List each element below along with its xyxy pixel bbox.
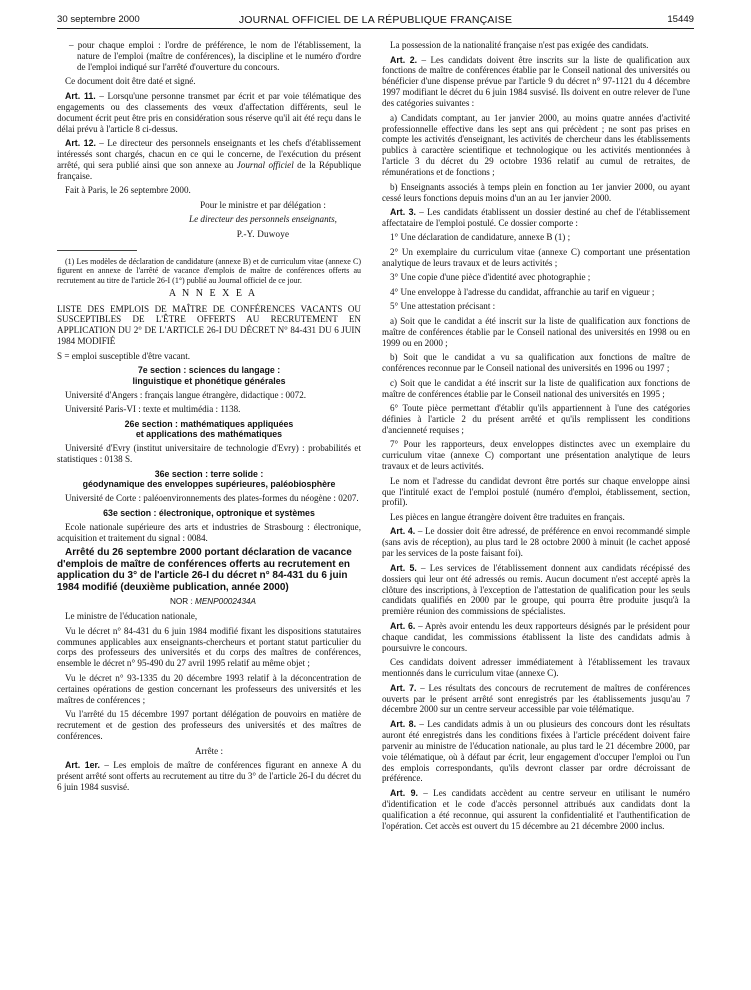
article-label: Art. 1er. [65, 760, 100, 770]
header-rule [57, 28, 694, 29]
section-heading-line: linguistique et phonétique générales [132, 375, 286, 386]
article-3-item-5: 5° Une attestation précisant : [390, 301, 496, 312]
article-text: – Les candidats accèdent au centre serveur en utilisant le numéro d'identification et le code d'accès personnel attribués aux candidats dont la qualification a été reconnue, qui assurent la confidentialité et l'authentification de l'opération. Cet accès est ouvert du 15 décembre au 21 décembre 2000 inclus. [382, 787, 690, 831]
article-text: – Après avoir entendu les deux rapporteurs désignés par le président pour chaque candidat, les commissions établissent la liste des candidats admis à poursuivre le concours. [382, 620, 690, 653]
article-text: – Les candidats admis à un ou plusieurs des concours dont les résultats auront été enregistrés dans les conditions fixées à l'article précédent doivent faire parvenir au ministre de l'éducation nationale, au plus tard le 21 décembre 2000, par voie télématique, où à défaut par écrit, leur engagement d'occuper l'emploi ou l'un des emplois correspondants, qu'ils devront classer par ordre décroissant de préférence. [382, 718, 690, 784]
right-column [382, 40, 690, 835]
header-page-number: 15449 [667, 14, 694, 25]
section-7-entry: Université Paris-VI : texte et multimédia : 1138. [65, 404, 241, 415]
vu-3: Vu l'arrêté du 15 décembre 1997 portant délégation de pouvoirs en matière de recrutement et de gestion des professeurs des universités et des maîtres de conférences. [57, 709, 361, 741]
nor-code: MENP0002434A [195, 596, 257, 606]
article-12 [57, 138, 361, 182]
article-text: – Les emplois de maître de conférences figurant en annexe A du présent arrêté sont offerts au recrutement au titre du 3° de l'article 26-I du décret du 6 juin 1984 susvisé. [57, 760, 361, 792]
article-2-a: a) Candidats comptant, au 1er janvier 2000, au moins quatre années d'activité professionnelle effective dans les sept ans qui précèdent ; ne sont pas prises en compte les activités d'enseignant, les activités de chercheur dans les établissements publics à caractère scientifique et technologique ou les activités mentionnées à l'article 3 du décret du 29 octobre 1936 relatif au cumul de retraites, de rémunérations et de fonctions ; [382, 112, 690, 178]
section-36-entry: Université de Corte : paléoenvironnements des plates-formes du néogène : 0207. [65, 493, 359, 504]
article-text: – Les services de l'établissement donnent aux candidats récépissé des dossiers qui leur ont été adressés ou remis. Aucun document n'est accepté après la clôture des inscriptions, à l'exception de l'attestation de qualification pour les seuls candidats qualifiés en 2000 par le groupe, qui pourra être produite jusqu'à la première réunion des commissions de spécialistes. [382, 562, 690, 617]
article-3-item-2: 2° Un exemplaire du curriculum vitae (annexe C) comportant une présentation analytique de leurs travaux et de leurs activités ; [382, 246, 690, 268]
article-label: Art. 9. [390, 787, 418, 798]
signature-name: P.-Y. Duwoye [236, 228, 290, 239]
section-heading-line: 36e section : terre solide : [154, 468, 264, 479]
article-label: Art. 11. [65, 90, 96, 101]
section-26-heading [57, 419, 361, 440]
annexe-title: A N N E X E A [168, 288, 258, 300]
footnote-rule [57, 250, 137, 251]
journal-officiel-ref: Journal officiel [236, 159, 294, 170]
vu-2: Vu le décret n° 93-1335 du 20 décembre 1993 relatif à la déconcentration de certaines opérations de gestion concernant les professeurs des universités et les maîtres de conférences ; [57, 672, 361, 705]
signature-line-2: Le directeur des personnels enseignants, [189, 214, 337, 225]
section-63-entry: Ecole nationale supérieure des arts et industries de Strasbourg : électronique, acquisition et traitement du signal : 0084. [57, 522, 361, 543]
header-journal-title: JOURNAL OFFICIEL DE LA RÉPUBLIQUE FRANÇAISE [238, 14, 513, 26]
intro-item: – pour chaque emploi : l'ordre de préférence, le nom de l'établissement, la nature de l'emploi (maître de conférences), la discipline et le numéro d'ordre de l'emploi indiqué sur l'arrêté d'ouverture du concours. [69, 40, 361, 72]
article-3-item-7: 7° Pour les rapporteurs, deux enveloppes distinctes avec un exemplaire du curriculum vitae (annexe C) comportant une présentation analytique de leurs travaux et de leurs activités. [382, 439, 690, 472]
article-3-item-5a: a) Soit que le candidat a été inscrit sur la liste de qualification aux fonctions de maître de conférences établie par le Conseil national des universités en 1998 ou en 1999 ou en 2000 ; [382, 315, 690, 348]
arrete-title: Arrêté du 26 septembre 2000 portant déclaration de vacance d'emplois de maître de conférences offerts au recrutement en application du 3° de l'article 26-I du décret n° 84-431 du 6 juin 1984 modifié (deuxième publication, année 2000) [57, 547, 352, 593]
article-3-item-5b: b) Soit que le candidat a vu sa qualification aux fonctions de maître de conférences reconnue par le Conseil national des universités en 1996 ou 1997 ; [382, 352, 690, 374]
article-6 [382, 621, 690, 654]
left-column [57, 40, 361, 796]
article-label: Art. 3. [390, 207, 416, 218]
vu-1: Vu le décret n° 84-431 du 6 juin 1984 modifié fixant les dispositions statutaires communes applicables aux enseignants-chercheurs et portant statut particulier du corps des professeurs des universités et du corps des maîtres de conférences, ensemble le décret n° 95-490 du 27 avril 1995 relatif au même objet ; [57, 625, 361, 669]
article-label: Art. 12. [65, 138, 96, 149]
s-note: S = emploi susceptible d'être vacant. [57, 350, 191, 361]
article-label: Art. 7. [390, 682, 417, 693]
nationality-note: La possession de la nationalité française n'est pas exigée des candidats. [390, 40, 649, 50]
article-7 [382, 683, 690, 716]
article-label: Art. 5. [390, 562, 417, 573]
section-26-entry: Université d'Evry (institut universitaire de technologie d'Evry) : probabilités et statistiques : 0138 S. [57, 443, 361, 465]
section-heading-line: 7e section : sciences du langage : [137, 365, 281, 376]
article-text: – Le dossier doit être adressé, de préférence en envoi recommandé simple (sans avis de réception), au plus tard le 28 octobre 2000 à minuit (le cachet apposé par les services de la poste faisant foi). [382, 526, 690, 559]
article-3 [382, 207, 690, 229]
article-label: Art. 8. [390, 718, 417, 729]
article-8 [382, 719, 690, 784]
article-2 [382, 55, 690, 110]
article-text: de la République française. [57, 159, 361, 181]
signature-line-1: Pour le ministre et par délégation : [200, 199, 326, 210]
nor-reference [57, 597, 361, 608]
nor-label: NOR : [169, 596, 196, 606]
article-text: – Les résultats des concours de recrutement de maîtres de conférences ouverts par le présent arrêté sont enregistrés par les établissements jusqu'au 7 décembre 2000 sur un centre serveur accessible par voie télématique. [382, 682, 691, 715]
article-6-b: Ces candidats doivent adresser immédiatement à l'établissement les travaux mentionnés dans le curriculum vitae (annexe C). [382, 657, 690, 679]
article-3-item-3: 3° Une copie d'une pièce d'identité avec photographie ; [390, 272, 591, 283]
header-date: 30 septembre 2000 [57, 14, 140, 25]
article-4 [382, 526, 690, 559]
section-36-heading [57, 469, 361, 490]
article-3-language-note: Les pièces en langue étrangère doivent être traduites en français. [390, 511, 625, 522]
section-heading-line: 26e section : mathématiques appliquées [124, 418, 294, 429]
minister-line: Le ministre de l'éducation nationale, [65, 611, 198, 622]
dated-signed: Ce document doit être daté et signé. [65, 76, 196, 87]
arrete-label: Arrête : [194, 745, 224, 756]
article-label: Art. 6. [390, 620, 416, 631]
article-3-item-5c: c) Soit que le candidat a été inscrit sur la liste de qualification aux fonctions de maître de conférences établie par le Conseil national des universités en 1995 ; [382, 377, 690, 399]
section-heading-line: et applications des mathématiques [135, 429, 283, 440]
article-9 [382, 788, 690, 832]
section-63-heading: 63e section : électronique, optronique et systèmes [103, 507, 315, 518]
article-3-item-1: 1° Une déclaration de candidature, annexe B (1) ; [390, 232, 571, 243]
article-2-b: b) Enseignants associés à temps plein en fonction au 1er janvier 2000, ou ayant cessé leurs fonctions depuis moins d'un an au 1er janvier 2000. [382, 181, 690, 203]
article-5 [382, 563, 690, 618]
section-heading-line: géodynamique des enveloppes supérieures, paléobiosphère [82, 479, 336, 490]
article-text: – Les candidats établissent un dossier destiné au chef de l'établissement affectataire de l'emploi postulé. Ce dossier comporte : [382, 207, 690, 228]
footnote: (1) Les modèles de déclaration de candidature (annexe B) et de curriculum vitae (annexe C) figurent en annexe de l'arrêté de vacance d'emplois de maître de conférences offerts au recrutement au titre de l'article 26-I (1°) publié au Journal officiel de ce jour. [57, 256, 361, 285]
article-3-item-6: 6° Toute pièce permettant d'établir qu'ils appartiennent à l'une des catégories définies à l'article 2 du présent arrêté et qu'ils remplissent les conditions d'ancienneté requises ; [382, 403, 690, 435]
section-7-heading [57, 365, 361, 386]
article-label: Art. 4. [390, 526, 416, 537]
article-text: – Le directeur des personnels enseignants et les chefs d'établissement intéressés sont chargés, chacun en ce qui le concerne, de l'exécution du présent arrêté, qui sera publié ainsi que son annexe au [57, 138, 361, 170]
annexe-description: LISTE DES EMPLOIS DE MAÎTRE DE CONFÉRENCES VACANTS OU SUSCEPTIBLES DE L'ÊTRE OFFERTS AU RECRUTEMENT EN APPLICATION DU 2° DE L'ARTICLE 26-I DU DÉCRET N° 84-431 DU 6 JUIN 1984 MODIFIÉ [57, 303, 361, 347]
article-text: – Les candidats doivent être inscrits sur la liste de qualification aux fonctions de maître de conférences établie par le Conseil national des universités ou bénéficier d'une dispense prévue par l'article 9 du décret n° 97-1121 du 4 décembre 1997 modifiant le décret du 6 juin 1984 susvisé. Ils doivent en outre relever de l'une des catégories suivantes : [382, 54, 690, 109]
section-7-entry: Université d'Angers : français langue étrangère, didactique : 0072. [65, 389, 307, 400]
article-11 [57, 91, 361, 135]
article-3-envelope-note: Le nom et l'adresse du candidat devront être portés sur chaque enveloppe ainsi que l'intitulé exact de l'emploi postulé (numéro d'emploi, établissement, section, profil). [382, 475, 690, 508]
article-label: Art. 2. [390, 54, 418, 65]
article-3-item-4: 4° Une enveloppe à l'adresse du candidat, affranchie au tarif en vigueur ; [390, 286, 655, 297]
article-text: – Lorsqu'une personne transmet par écrit et par voie télématique des engagements ou des classements des vœux d'affectation différents, seul le document écrit peut être pris en considération sous réserve qu'il ait été reçu dans le délai prévu à l'article 8 ci-dessus. [57, 90, 361, 134]
fait-a-paris: Fait à Paris, le 26 septembre 2000. [65, 185, 191, 196]
article-1 [57, 760, 361, 793]
